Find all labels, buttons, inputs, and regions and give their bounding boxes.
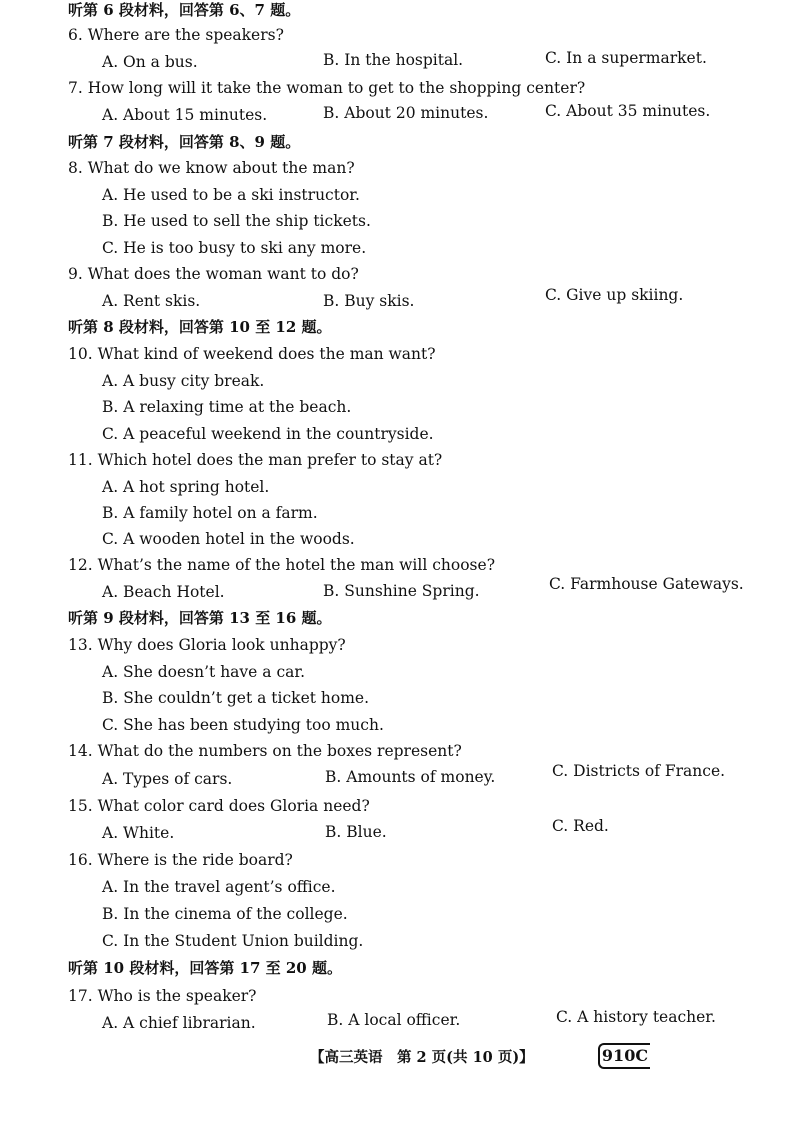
question-7: 7. How long will it take the woman to get to the shopping center? [68, 79, 586, 97]
q16-option-b: B. In the cinema of the college. [102, 905, 348, 923]
q12-option-c: C. Farmhouse Gateways. [549, 575, 744, 593]
q17-option-b: B. A local officer. [327, 1011, 461, 1029]
q11-option-b: B. A family hotel on a farm. [102, 504, 318, 522]
question-15: 15. What color card does Gloria need? [68, 797, 370, 815]
q13-option-b: B. She couldn’t get a ticket home. [102, 689, 370, 707]
q14-option-a: A. Types of cars. [102, 770, 233, 788]
question-16: 16. Where is the ride board? [68, 851, 293, 869]
q17-option-a: A. A chief librarian. [102, 1014, 256, 1032]
question-8: 8. What do we know about the man? [68, 159, 355, 177]
question-9: 9. What does the woman want to do? [68, 265, 359, 283]
q16-option-c: C. In the Student Union building. [102, 932, 364, 950]
q10-option-a: A. A busy city break. [102, 372, 265, 390]
q10-option-c: C. A peaceful weekend in the countryside. [102, 425, 434, 443]
q9-option-b: B. Buy skis. [323, 292, 415, 310]
q7-option-a: A. About 15 minutes. [102, 106, 268, 124]
q11-option-c: C. A wooden hotel in the woods. [102, 530, 355, 548]
q9-option-c: C. Give up skiing. [545, 286, 684, 304]
q13-option-c: C. She has been studying too much. [102, 716, 384, 734]
q8-option-c: C. He is too busy to ski any more. [102, 239, 367, 257]
page-footer: 【高三英语 第 2 页(共 10 页)】 [310, 1049, 534, 1066]
section-heading-6: 听第 6 段材料，回答第 6、7 题。 [68, 1, 301, 19]
q6-option-c: C. In a supermarket. [545, 49, 707, 67]
q8-option-a: A. He used to be a ski instructor. [102, 186, 360, 204]
q6-option-a: A. On a bus. [102, 53, 198, 71]
q7-option-b: B. About 20 minutes. [323, 104, 489, 122]
question-11: 11. Which hotel does the man prefer to stay at? [68, 451, 443, 469]
q15-option-c: C. Red. [552, 817, 609, 835]
q17-option-c: C. A history teacher. [556, 1008, 716, 1026]
q16-option-a: A. In the travel agent’s office. [102, 878, 336, 896]
section-heading-7: 听第 7 段材料，回答第 8、9 题。 [68, 133, 301, 151]
q12-option-b: B. Sunshine Spring. [323, 582, 480, 600]
q7-option-c: C. About 35 minutes. [545, 102, 711, 120]
q15-option-b: B. Blue. [325, 823, 387, 841]
q14-option-c: C. Districts of France. [552, 762, 726, 780]
section-heading-10: 听第 10 段材料，回答第 17 至 20 题。 [68, 959, 342, 977]
question-17: 17. Who is the speaker? [68, 987, 257, 1005]
question-6: 6. Where are the speakers? [68, 26, 284, 44]
q13-option-a: A. She doesn’t have a car. [102, 663, 305, 681]
q15-option-a: A. White. [102, 824, 175, 842]
q8-option-b: B. He used to sell the ship tickets. [102, 212, 371, 230]
section-heading-8: 听第 8 段材料，回答第 10 至 12 题。 [68, 318, 332, 336]
q9-option-a: A. Rent skis. [102, 292, 201, 310]
question-10: 10. What kind of weekend does the man want? [68, 345, 436, 363]
q14-option-b: B. Amounts of money. [325, 768, 496, 786]
q12-option-a: A. Beach Hotel. [102, 583, 225, 601]
question-14: 14. What do the numbers on the boxes represent? [68, 742, 462, 760]
q11-option-a: A. A hot spring hotel. [102, 478, 270, 496]
question-12: 12. What’s the name of the hotel the man will choose? [68, 556, 495, 574]
exam-code-badge: 910C [598, 1043, 650, 1069]
q10-option-b: B. A relaxing time at the beach. [102, 398, 352, 416]
section-heading-9: 听第 9 段材料，回答第 13 至 16 题。 [68, 609, 332, 627]
q6-option-b: B. In the hospital. [323, 51, 464, 69]
question-13: 13. Why does Gloria look unhappy? [68, 636, 346, 654]
